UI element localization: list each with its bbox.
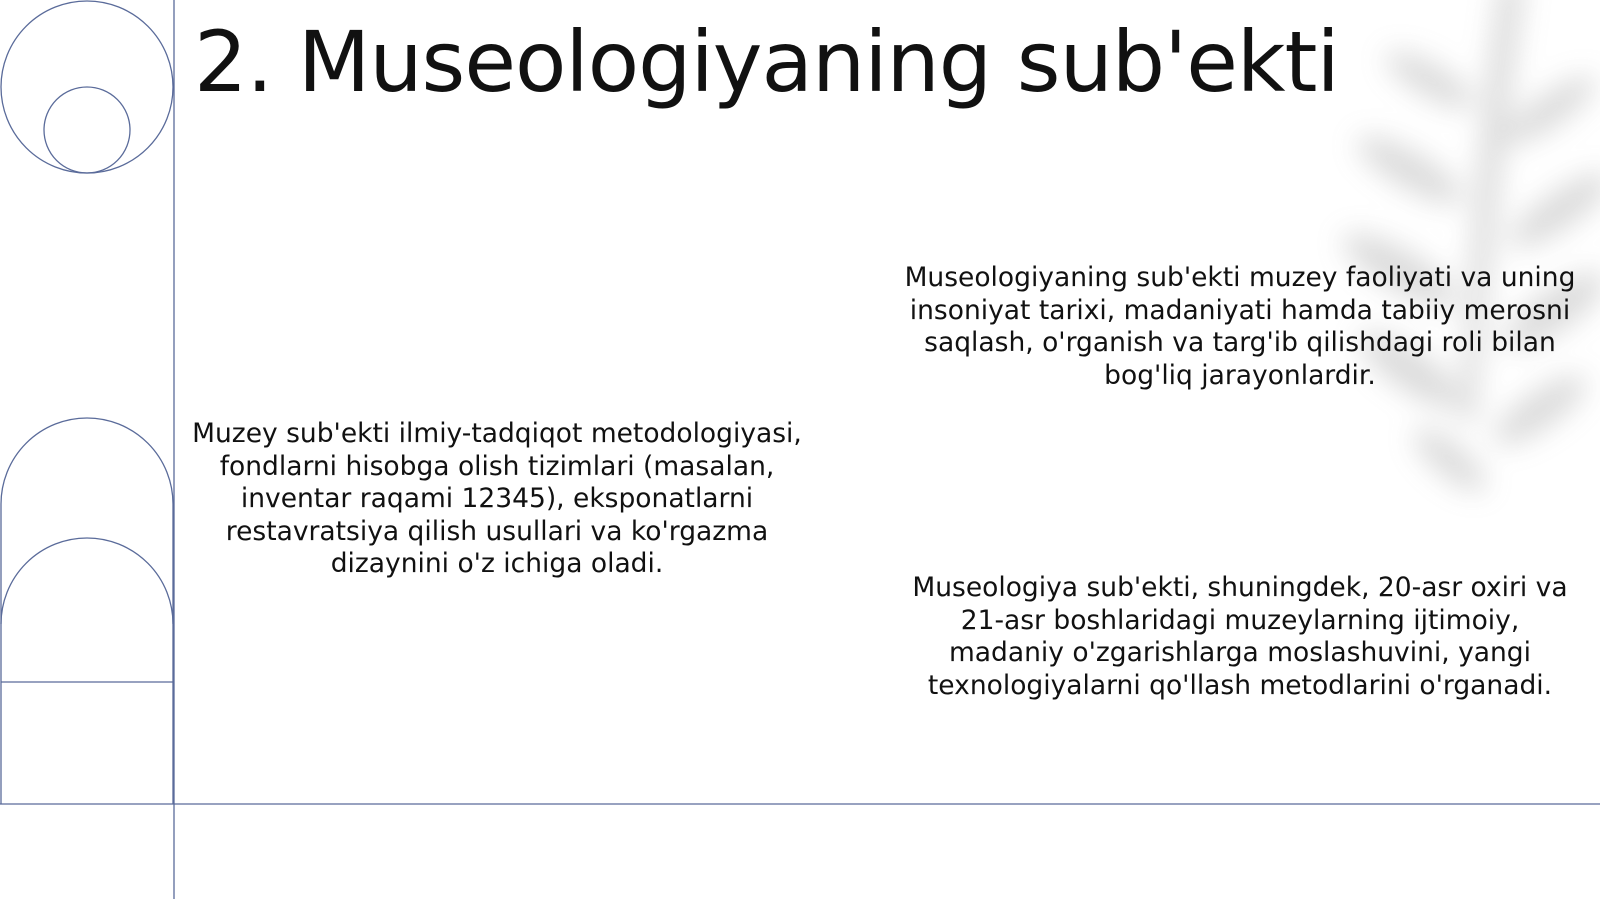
right-top-paragraph: Museologiyaning sub'ekti muzey faoliyati va uning insoniyat tarixi, madaniyati hamda tabiiy merosni saqlash, o'rganish va targ'ib qilishdagi roli bilan bog'liq jarayonlardir.: [904, 262, 1576, 391]
tall-arch-outline: [1, 418, 173, 804]
small-circle-outline: [44, 87, 130, 173]
right-bottom-paragraph: Museologiya sub'ekti, shuningdek, 20-asr oxiri va 21-asr boshlaridagi muzeylarning ijtimoiy, madaniy o'zgarishlarga moslashuvini, yangi texnologiyalarni qo'llash metodlarini o'rganadi.: [912, 572, 1568, 701]
slide-title: 2. Museologiyaning sub'ekti: [194, 13, 1339, 111]
inner-arch-outline: [1, 538, 173, 624]
left-paragraph: Muzey sub'ekti ilmiy-tadqiqot metodologiyasi, fondlarni hisobga olish tizimlari (masalan, inventar raqami 12345), eksponatlarni restavratsiya qilish usullari va ko'rgazma dizaynini o'z ichiga oladi.: [192, 418, 802, 579]
